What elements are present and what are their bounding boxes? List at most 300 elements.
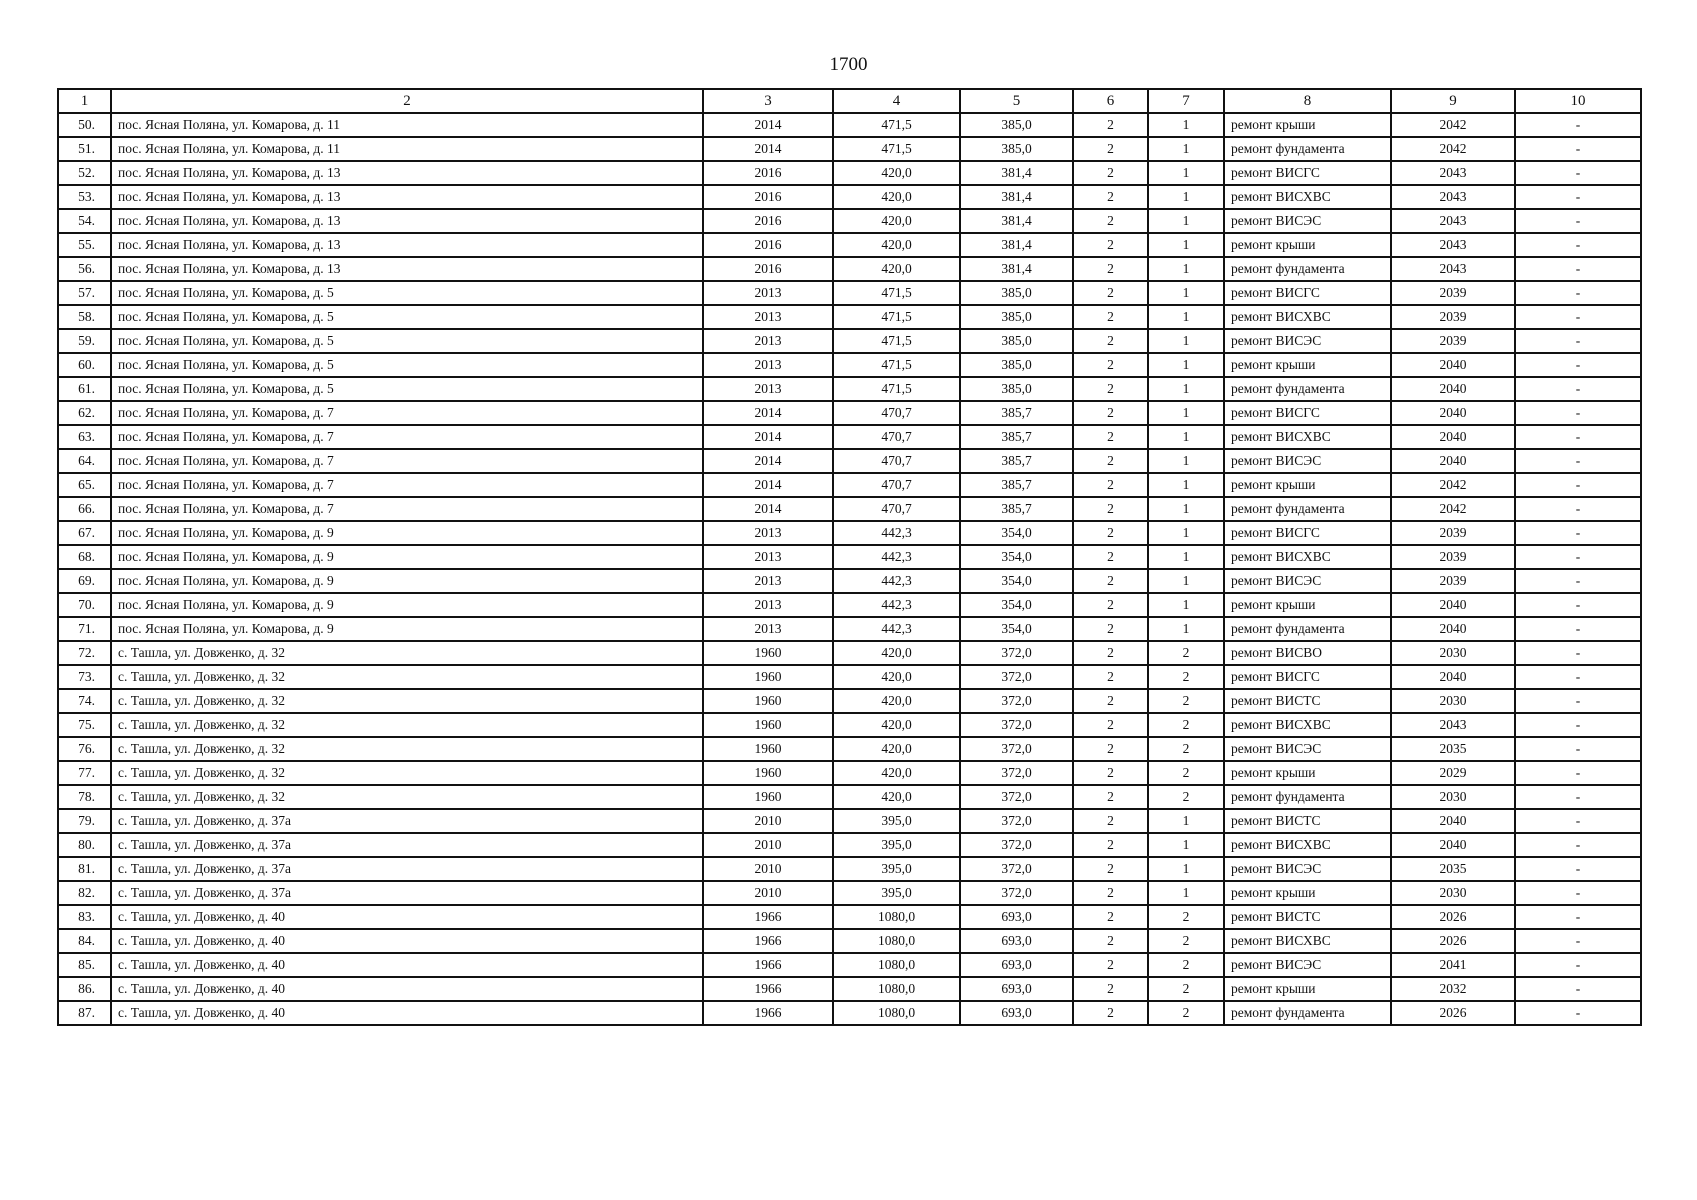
work-type-cell: ремонт ВИСЭС — [1224, 329, 1391, 353]
year-cell: 1966 — [703, 905, 833, 929]
total-area-cell: 420,0 — [833, 641, 960, 665]
total-area-cell: 1080,0 — [833, 929, 960, 953]
entrances-cell: 1 — [1148, 569, 1224, 593]
year-cell: 2013 — [703, 377, 833, 401]
total-area-cell: 420,0 — [833, 257, 960, 281]
year-cell: 2013 — [703, 617, 833, 641]
living-area-cell: 381,4 — [960, 161, 1073, 185]
floors-cell: 2 — [1073, 857, 1148, 881]
table-row — [58, 761, 1641, 785]
row-number-cell: 56. — [58, 257, 111, 281]
planned-year-cell: 2043 — [1391, 257, 1515, 281]
repair-schedule-table — [57, 88, 1642, 1026]
work-type-cell: ремонт ВИСХВС — [1224, 305, 1391, 329]
note-cell: - — [1515, 833, 1641, 857]
row-number-cell: 86. — [58, 977, 111, 1001]
work-type-cell: ремонт фундамента — [1224, 785, 1391, 809]
table-row — [58, 281, 1641, 305]
column-header-9: 9 — [1391, 89, 1515, 113]
entrances-cell: 2 — [1148, 713, 1224, 737]
note-cell: - — [1515, 497, 1641, 521]
address-cell: с. Ташла, ул. Довженко, д. 40 — [111, 1001, 703, 1025]
table-row — [58, 113, 1641, 137]
note-cell: - — [1515, 353, 1641, 377]
row-number-cell: 79. — [58, 809, 111, 833]
row-number-cell: 72. — [58, 641, 111, 665]
floors-cell: 2 — [1073, 785, 1148, 809]
address-cell: пос. Ясная Поляна, ул. Комарова, д. 13 — [111, 161, 703, 185]
year-cell: 2013 — [703, 593, 833, 617]
total-area-cell: 420,0 — [833, 209, 960, 233]
total-area-cell: 471,5 — [833, 353, 960, 377]
floors-cell: 2 — [1073, 473, 1148, 497]
living-area-cell: 372,0 — [960, 665, 1073, 689]
column-header-8: 8 — [1224, 89, 1391, 113]
row-number-cell: 83. — [58, 905, 111, 929]
entrances-cell: 2 — [1148, 665, 1224, 689]
total-area-cell: 471,5 — [833, 281, 960, 305]
address-cell: пос. Ясная Поляна, ул. Комарова, д. 9 — [111, 521, 703, 545]
table-row — [58, 305, 1641, 329]
entrances-cell: 1 — [1148, 617, 1224, 641]
note-cell: - — [1515, 881, 1641, 905]
table-row — [58, 233, 1641, 257]
year-cell: 2014 — [703, 473, 833, 497]
note-cell: - — [1515, 473, 1641, 497]
total-area-cell: 395,0 — [833, 809, 960, 833]
entrances-cell: 1 — [1148, 329, 1224, 353]
table-row — [58, 617, 1641, 641]
note-cell: - — [1515, 257, 1641, 281]
planned-year-cell: 2039 — [1391, 545, 1515, 569]
row-number-cell: 67. — [58, 521, 111, 545]
column-header-4: 4 — [833, 89, 960, 113]
floors-cell: 2 — [1073, 137, 1148, 161]
total-area-cell: 442,3 — [833, 521, 960, 545]
address-cell: с. Ташла, ул. Довженко, д. 40 — [111, 953, 703, 977]
entrances-cell: 1 — [1148, 833, 1224, 857]
work-type-cell: ремонт ВИСГС — [1224, 665, 1391, 689]
planned-year-cell: 2030 — [1391, 641, 1515, 665]
address-cell: с. Ташла, ул. Довженко, д. 32 — [111, 689, 703, 713]
total-area-cell: 395,0 — [833, 857, 960, 881]
living-area-cell: 385,0 — [960, 281, 1073, 305]
note-cell: - — [1515, 665, 1641, 689]
planned-year-cell: 2026 — [1391, 929, 1515, 953]
row-number-cell: 53. — [58, 185, 111, 209]
living-area-cell: 372,0 — [960, 785, 1073, 809]
work-type-cell: ремонт фундамента — [1224, 1001, 1391, 1025]
row-number-cell: 78. — [58, 785, 111, 809]
address-cell: с. Ташла, ул. Довженко, д. 37а — [111, 833, 703, 857]
entrances-cell: 1 — [1148, 545, 1224, 569]
address-cell: пос. Ясная Поляна, ул. Комарова, д. 7 — [111, 449, 703, 473]
address-cell: пос. Ясная Поляна, ул. Комарова, д. 11 — [111, 137, 703, 161]
floors-cell: 2 — [1073, 593, 1148, 617]
planned-year-cell: 2030 — [1391, 689, 1515, 713]
work-type-cell: ремонт ВИСХВС — [1224, 833, 1391, 857]
living-area-cell: 385,0 — [960, 305, 1073, 329]
note-cell: - — [1515, 113, 1641, 137]
entrances-cell: 1 — [1148, 377, 1224, 401]
table-row — [58, 425, 1641, 449]
floors-cell: 2 — [1073, 665, 1148, 689]
entrances-cell: 1 — [1148, 881, 1224, 905]
entrances-cell: 1 — [1148, 593, 1224, 617]
table-row — [58, 473, 1641, 497]
planned-year-cell: 2039 — [1391, 329, 1515, 353]
note-cell: - — [1515, 809, 1641, 833]
work-type-cell: ремонт ВИСВО — [1224, 641, 1391, 665]
total-area-cell: 470,7 — [833, 497, 960, 521]
planned-year-cell: 2039 — [1391, 521, 1515, 545]
floors-cell: 2 — [1073, 497, 1148, 521]
living-area-cell: 693,0 — [960, 977, 1073, 1001]
table-row — [58, 449, 1641, 473]
address-cell: пос. Ясная Поляна, ул. Комарова, д. 7 — [111, 473, 703, 497]
planned-year-cell: 2040 — [1391, 617, 1515, 641]
entrances-cell: 1 — [1148, 209, 1224, 233]
entrances-cell: 2 — [1148, 785, 1224, 809]
total-area-cell: 1080,0 — [833, 953, 960, 977]
total-area-cell: 420,0 — [833, 737, 960, 761]
living-area-cell: 381,4 — [960, 233, 1073, 257]
entrances-cell: 2 — [1148, 1001, 1224, 1025]
floors-cell: 2 — [1073, 881, 1148, 905]
note-cell: - — [1515, 329, 1641, 353]
table-row — [58, 521, 1641, 545]
note-cell: - — [1515, 209, 1641, 233]
row-number-cell: 74. — [58, 689, 111, 713]
address-cell: с. Ташла, ул. Довженко, д. 32 — [111, 665, 703, 689]
work-type-cell: ремонт ВИСЭС — [1224, 449, 1391, 473]
year-cell: 2013 — [703, 521, 833, 545]
year-cell: 1960 — [703, 641, 833, 665]
living-area-cell: 385,0 — [960, 113, 1073, 137]
work-type-cell: ремонт фундамента — [1224, 257, 1391, 281]
total-area-cell: 471,5 — [833, 377, 960, 401]
table-row — [58, 809, 1641, 833]
row-number-cell: 60. — [58, 353, 111, 377]
row-number-cell: 63. — [58, 425, 111, 449]
entrances-cell: 2 — [1148, 929, 1224, 953]
planned-year-cell: 2026 — [1391, 1001, 1515, 1025]
floors-cell: 2 — [1073, 953, 1148, 977]
row-number-cell: 82. — [58, 881, 111, 905]
entrances-cell: 1 — [1148, 473, 1224, 497]
floors-cell: 2 — [1073, 809, 1148, 833]
entrances-cell: 1 — [1148, 425, 1224, 449]
total-area-cell: 420,0 — [833, 665, 960, 689]
note-cell: - — [1515, 929, 1641, 953]
address-cell: пос. Ясная Поляна, ул. Комарова, д. 5 — [111, 305, 703, 329]
column-header-7: 7 — [1148, 89, 1224, 113]
year-cell: 2013 — [703, 305, 833, 329]
year-cell: 1966 — [703, 977, 833, 1001]
floors-cell: 2 — [1073, 425, 1148, 449]
table-row — [58, 329, 1641, 353]
note-cell: - — [1515, 281, 1641, 305]
work-type-cell: ремонт фундамента — [1224, 497, 1391, 521]
table-row — [58, 689, 1641, 713]
floors-cell: 2 — [1073, 233, 1148, 257]
column-header-1: 1 — [58, 89, 111, 113]
address-cell: с. Ташла, ул. Довженко, д. 40 — [111, 929, 703, 953]
note-cell: - — [1515, 569, 1641, 593]
living-area-cell: 693,0 — [960, 905, 1073, 929]
row-number-cell: 52. — [58, 161, 111, 185]
entrances-cell: 2 — [1148, 905, 1224, 929]
floors-cell: 2 — [1073, 641, 1148, 665]
note-cell: - — [1515, 401, 1641, 425]
work-type-cell: ремонт ВИСГС — [1224, 521, 1391, 545]
planned-year-cell: 2030 — [1391, 881, 1515, 905]
note-cell: - — [1515, 449, 1641, 473]
address-cell: пос. Ясная Поляна, ул. Комарова, д. 9 — [111, 617, 703, 641]
year-cell: 2016 — [703, 257, 833, 281]
total-area-cell: 470,7 — [833, 425, 960, 449]
row-number-cell: 75. — [58, 713, 111, 737]
table-row — [58, 785, 1641, 809]
floors-cell: 2 — [1073, 521, 1148, 545]
work-type-cell: ремонт ВИСХВС — [1224, 185, 1391, 209]
total-area-cell: 471,5 — [833, 329, 960, 353]
row-number-cell: 70. — [58, 593, 111, 617]
planned-year-cell: 2043 — [1391, 161, 1515, 185]
planned-year-cell: 2035 — [1391, 857, 1515, 881]
work-type-cell: ремонт ВИСХВС — [1224, 425, 1391, 449]
entrances-cell: 1 — [1148, 305, 1224, 329]
table-row — [58, 953, 1641, 977]
table-row — [58, 737, 1641, 761]
floors-cell: 2 — [1073, 209, 1148, 233]
entrances-cell: 1 — [1148, 353, 1224, 377]
year-cell: 2010 — [703, 809, 833, 833]
floors-cell: 2 — [1073, 545, 1148, 569]
row-number-cell: 59. — [58, 329, 111, 353]
total-area-cell: 1080,0 — [833, 1001, 960, 1025]
living-area-cell: 385,0 — [960, 353, 1073, 377]
year-cell: 2010 — [703, 881, 833, 905]
total-area-cell: 471,5 — [833, 305, 960, 329]
floors-cell: 2 — [1073, 377, 1148, 401]
note-cell: - — [1515, 857, 1641, 881]
column-header-6: 6 — [1073, 89, 1148, 113]
planned-year-cell: 2026 — [1391, 905, 1515, 929]
planned-year-cell: 2040 — [1391, 449, 1515, 473]
entrances-cell: 1 — [1148, 161, 1224, 185]
note-cell: - — [1515, 737, 1641, 761]
work-type-cell: ремонт фундамента — [1224, 377, 1391, 401]
note-cell: - — [1515, 689, 1641, 713]
total-area-cell: 442,3 — [833, 569, 960, 593]
total-area-cell: 470,7 — [833, 473, 960, 497]
year-cell: 2014 — [703, 137, 833, 161]
row-number-cell: 71. — [58, 617, 111, 641]
column-header-10: 10 — [1515, 89, 1641, 113]
floors-cell: 2 — [1073, 161, 1148, 185]
living-area-cell: 385,7 — [960, 425, 1073, 449]
planned-year-cell: 2040 — [1391, 809, 1515, 833]
entrances-cell: 1 — [1148, 857, 1224, 881]
table-row — [58, 929, 1641, 953]
address-cell: с. Ташла, ул. Довженко, д. 37а — [111, 881, 703, 905]
year-cell: 2014 — [703, 113, 833, 137]
column-header-5: 5 — [960, 89, 1073, 113]
table-row — [58, 401, 1641, 425]
table-row — [58, 377, 1641, 401]
address-cell: пос. Ясная Поляна, ул. Комарова, д. 7 — [111, 401, 703, 425]
planned-year-cell: 2040 — [1391, 353, 1515, 377]
total-area-cell: 395,0 — [833, 833, 960, 857]
floors-cell: 2 — [1073, 737, 1148, 761]
row-number-cell: 68. — [58, 545, 111, 569]
planned-year-cell: 2030 — [1391, 785, 1515, 809]
table-row — [58, 185, 1641, 209]
work-type-cell: ремонт ВИСГС — [1224, 161, 1391, 185]
table-row — [58, 833, 1641, 857]
row-number-cell: 58. — [58, 305, 111, 329]
address-cell: с. Ташла, ул. Довженко, д. 37а — [111, 857, 703, 881]
address-cell: пос. Ясная Поляна, ул. Комарова, д. 9 — [111, 545, 703, 569]
row-number-cell: 54. — [58, 209, 111, 233]
floors-cell: 2 — [1073, 329, 1148, 353]
year-cell: 2013 — [703, 569, 833, 593]
address-cell: пос. Ясная Поляна, ул. Комарова, д. 5 — [111, 377, 703, 401]
entrances-cell: 1 — [1148, 449, 1224, 473]
total-area-cell: 470,7 — [833, 449, 960, 473]
living-area-cell: 693,0 — [960, 929, 1073, 953]
year-cell: 2014 — [703, 497, 833, 521]
living-area-cell: 381,4 — [960, 209, 1073, 233]
year-cell: 1966 — [703, 1001, 833, 1025]
work-type-cell: ремонт фундамента — [1224, 137, 1391, 161]
work-type-cell: ремонт ВИСХВС — [1224, 929, 1391, 953]
total-area-cell: 471,5 — [833, 137, 960, 161]
total-area-cell: 471,5 — [833, 113, 960, 137]
living-area-cell: 354,0 — [960, 593, 1073, 617]
entrances-cell: 1 — [1148, 113, 1224, 137]
address-cell: с. Ташла, ул. Довженко, д. 40 — [111, 977, 703, 1001]
work-type-cell: ремонт крыши — [1224, 473, 1391, 497]
table-row — [58, 569, 1641, 593]
year-cell: 2016 — [703, 161, 833, 185]
floors-cell: 2 — [1073, 257, 1148, 281]
note-cell: - — [1515, 161, 1641, 185]
floors-cell: 2 — [1073, 113, 1148, 137]
work-type-cell: ремонт ВИСЭС — [1224, 857, 1391, 881]
entrances-cell: 1 — [1148, 497, 1224, 521]
planned-year-cell: 2041 — [1391, 953, 1515, 977]
row-number-cell: 73. — [58, 665, 111, 689]
row-number-cell: 50. — [58, 113, 111, 137]
work-type-cell: ремонт крыши — [1224, 593, 1391, 617]
address-cell: пос. Ясная Поляна, ул. Комарова, д. 5 — [111, 281, 703, 305]
living-area-cell: 372,0 — [960, 833, 1073, 857]
total-area-cell: 420,0 — [833, 785, 960, 809]
living-area-cell: 354,0 — [960, 521, 1073, 545]
address-cell: с. Ташла, ул. Довженко, д. 37а — [111, 809, 703, 833]
page-number: 1700 — [829, 54, 868, 75]
planned-year-cell: 2040 — [1391, 593, 1515, 617]
floors-cell: 2 — [1073, 617, 1148, 641]
floors-cell: 2 — [1073, 977, 1148, 1001]
address-cell: с. Ташла, ул. Довженко, д. 32 — [111, 713, 703, 737]
address-cell: пос. Ясная Поляна, ул. Комарова, д. 13 — [111, 209, 703, 233]
address-cell: пос. Ясная Поляна, ул. Комарова, д. 13 — [111, 185, 703, 209]
living-area-cell: 372,0 — [960, 809, 1073, 833]
planned-year-cell: 2029 — [1391, 761, 1515, 785]
total-area-cell: 442,3 — [833, 593, 960, 617]
living-area-cell: 372,0 — [960, 881, 1073, 905]
total-area-cell: 420,0 — [833, 689, 960, 713]
table-row — [58, 137, 1641, 161]
address-cell: пос. Ясная Поляна, ул. Комарова, д. 5 — [111, 353, 703, 377]
planned-year-cell: 2039 — [1391, 569, 1515, 593]
address-cell: пос. Ясная Поляна, ул. Комарова, д. 13 — [111, 233, 703, 257]
living-area-cell: 385,7 — [960, 401, 1073, 425]
year-cell: 2010 — [703, 833, 833, 857]
year-cell: 1960 — [703, 737, 833, 761]
header-row — [58, 89, 1641, 113]
year-cell: 2016 — [703, 209, 833, 233]
planned-year-cell: 2042 — [1391, 497, 1515, 521]
year-cell: 1960 — [703, 665, 833, 689]
living-area-cell: 372,0 — [960, 857, 1073, 881]
table-row — [58, 1001, 1641, 1025]
total-area-cell: 442,3 — [833, 617, 960, 641]
planned-year-cell: 2043 — [1391, 713, 1515, 737]
address-cell: пос. Ясная Поляна, ул. Комарова, д. 5 — [111, 329, 703, 353]
table-row — [58, 905, 1641, 929]
address-cell: пос. Ясная Поляна, ул. Комарова, д. 7 — [111, 425, 703, 449]
column-header-3: 3 — [703, 89, 833, 113]
total-area-cell: 420,0 — [833, 233, 960, 257]
planned-year-cell: 2032 — [1391, 977, 1515, 1001]
entrances-cell: 1 — [1148, 233, 1224, 257]
living-area-cell: 354,0 — [960, 569, 1073, 593]
planned-year-cell: 2040 — [1391, 377, 1515, 401]
work-type-cell: ремонт ВИСЭС — [1224, 953, 1391, 977]
row-number-cell: 80. — [58, 833, 111, 857]
entrances-cell: 1 — [1148, 257, 1224, 281]
work-type-cell: ремонт ВИСЭС — [1224, 569, 1391, 593]
work-type-cell: ремонт ВИСТС — [1224, 689, 1391, 713]
floors-cell: 2 — [1073, 761, 1148, 785]
planned-year-cell: 2042 — [1391, 473, 1515, 497]
note-cell: - — [1515, 425, 1641, 449]
year-cell: 2016 — [703, 185, 833, 209]
entrances-cell: 1 — [1148, 521, 1224, 545]
floors-cell: 2 — [1073, 449, 1148, 473]
work-type-cell: ремонт крыши — [1224, 977, 1391, 1001]
table-row — [58, 977, 1641, 1001]
living-area-cell: 381,4 — [960, 257, 1073, 281]
living-area-cell: 385,7 — [960, 497, 1073, 521]
address-cell: с. Ташла, ул. Довженко, д. 32 — [111, 761, 703, 785]
floors-cell: 2 — [1073, 929, 1148, 953]
entrances-cell: 2 — [1148, 641, 1224, 665]
table-row — [58, 881, 1641, 905]
planned-year-cell: 2043 — [1391, 185, 1515, 209]
planned-year-cell: 2035 — [1391, 737, 1515, 761]
work-type-cell: ремонт крыши — [1224, 113, 1391, 137]
note-cell: - — [1515, 233, 1641, 257]
note-cell: - — [1515, 977, 1641, 1001]
address-cell: с. Ташла, ул. Довженко, д. 40 — [111, 905, 703, 929]
living-area-cell: 693,0 — [960, 1001, 1073, 1025]
work-type-cell: ремонт ВИСТС — [1224, 905, 1391, 929]
